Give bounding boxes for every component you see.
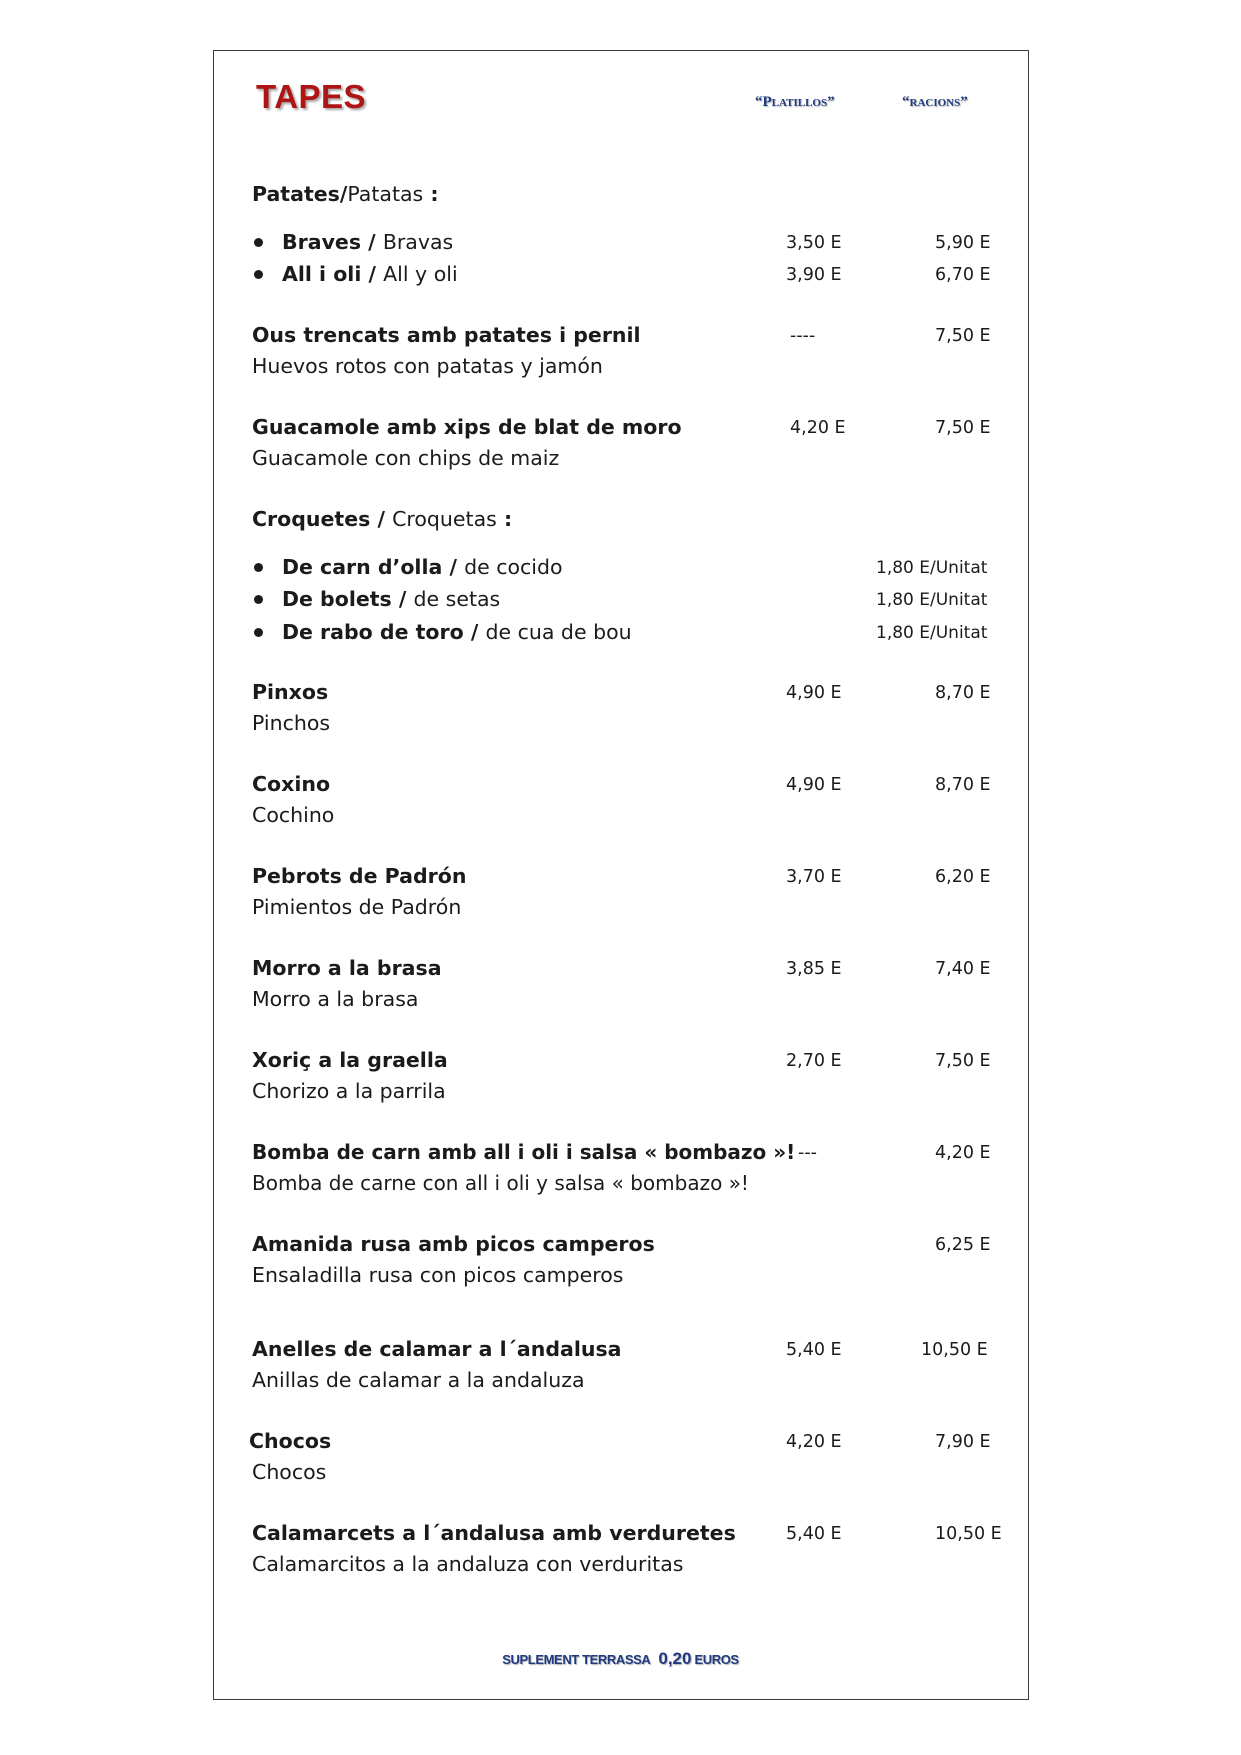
dish-name-es: Cochino [252,803,335,827]
price-racio: 10,50 E [921,1340,988,1360]
price-racio: 6,25 E [935,1235,991,1255]
dish-name-ca: Bomba de carn amb all i oli i salsa « bombazo »! [252,1140,796,1164]
dish-name-es: Morro a la brasa [252,987,419,1011]
price-racio: 7,50 E [935,418,991,438]
price-platillo: 5,40 E [786,1340,842,1360]
dish-name-es: Chocos [252,1460,327,1484]
footer-supplement: SUPLEMENT TERRASSA 0,20 EUROS [502,1649,739,1668]
dish-name-ca: Pinxos [252,680,329,704]
price-platillo: 3,70 E [786,867,842,887]
column-header-racions: “racions” [902,94,968,110]
bullet-icon [254,628,263,637]
dish-name-es: Bomba de carne con all i oli y salsa « bombazo »! [252,1171,749,1195]
item-all-i-oli: All i oli / All y oli [282,262,458,286]
price-platillo: 3,50 E [786,233,842,253]
dish-name-es: Calamarcitos a la andaluza con verduritas [252,1552,684,1576]
dish-name-es: Guacamole con chips de maiz [252,446,560,470]
dish-name-ca: Xoriç a la graella [252,1048,448,1072]
bullet-icon [254,563,263,572]
section-title-croquetes: Croquetes / Croquetas : [252,507,513,531]
bullet-icon [254,238,263,247]
price-platillo: 4,90 E [786,775,842,795]
price-platillo: 3,85 E [786,959,842,979]
dish-name-ca: Chocos [249,1429,332,1453]
column-header-platillos: “Platillos” [755,94,835,110]
price-racio: 6,70 E [935,265,991,285]
price-racio: 7,40 E [935,959,991,979]
item-croqueta-rabo: De rabo de toro / de cua de bou [282,620,632,644]
price-racio: 8,70 E [935,775,991,795]
price-unit: 1,80 E/Unitat [876,558,988,578]
dish-name-ca: Coxino [252,772,331,796]
price-racio: 5,90 E [935,233,991,253]
price-platillo: 4,20 E [786,1432,842,1452]
dish-name-ca: Anelles de calamar a l´andalusa [252,1337,622,1361]
price-racio: 8,70 E [935,683,991,703]
item-croqueta-bolets: De bolets / de setas [282,587,501,611]
dish-name-es: Pinchos [252,711,331,735]
dish-name-ca: Guacamole amb xips de blat de moro [252,415,682,439]
dish-name-es: Ensaladilla rusa con picos camperos [252,1263,624,1287]
price-racio: 7,50 E [935,1051,991,1071]
item-braves: Braves / Bravas [282,230,454,254]
dish-name-ca: Calamarcets a l´andalusa amb verduretes [252,1521,736,1545]
price-platillo: ---- [790,326,816,346]
dish-name-es: Pimientos de Padrón [252,895,462,919]
price-platillo: --- [798,1143,817,1163]
dish-name-es: Chorizo a la parrila [252,1079,446,1103]
price-unit: 1,80 E/Unitat [876,623,988,643]
price-platillo: 2,70 E [786,1051,842,1071]
price-platillo: 5,40 E [786,1524,842,1544]
dish-name-ca: Amanida rusa amb picos camperos [252,1232,655,1256]
price-racio: 7,90 E [935,1432,991,1452]
price-unit: 1,80 E/Unitat [876,590,988,610]
price-racio: 6,20 E [935,867,991,887]
item-croqueta-cocido: De carn d’olla / de cocido [282,555,563,579]
dish-name-es: Huevos rotos con patatas y jamón [252,354,603,378]
price-racio: 4,20 E [935,1143,991,1163]
dish-name-es: Anillas de calamar a la andaluza [252,1368,585,1392]
bullet-icon [254,595,263,604]
price-platillo: 4,90 E [786,683,842,703]
menu-title: TAPES [256,78,367,115]
dish-name-ca: Morro a la brasa [252,956,442,980]
dish-name-ca: Ous trencats amb patates i pernil [252,323,641,347]
price-racio: 10,50 E [935,1524,1002,1544]
price-platillo: 3,90 E [786,265,842,285]
bullet-icon [254,270,263,279]
dish-name-ca: Pebrots de Padrón [252,864,467,888]
section-title-patates: Patates/Patatas : [252,182,439,206]
price-platillo: 4,20 E [790,418,846,438]
price-racio: 7,50 E [935,326,991,346]
